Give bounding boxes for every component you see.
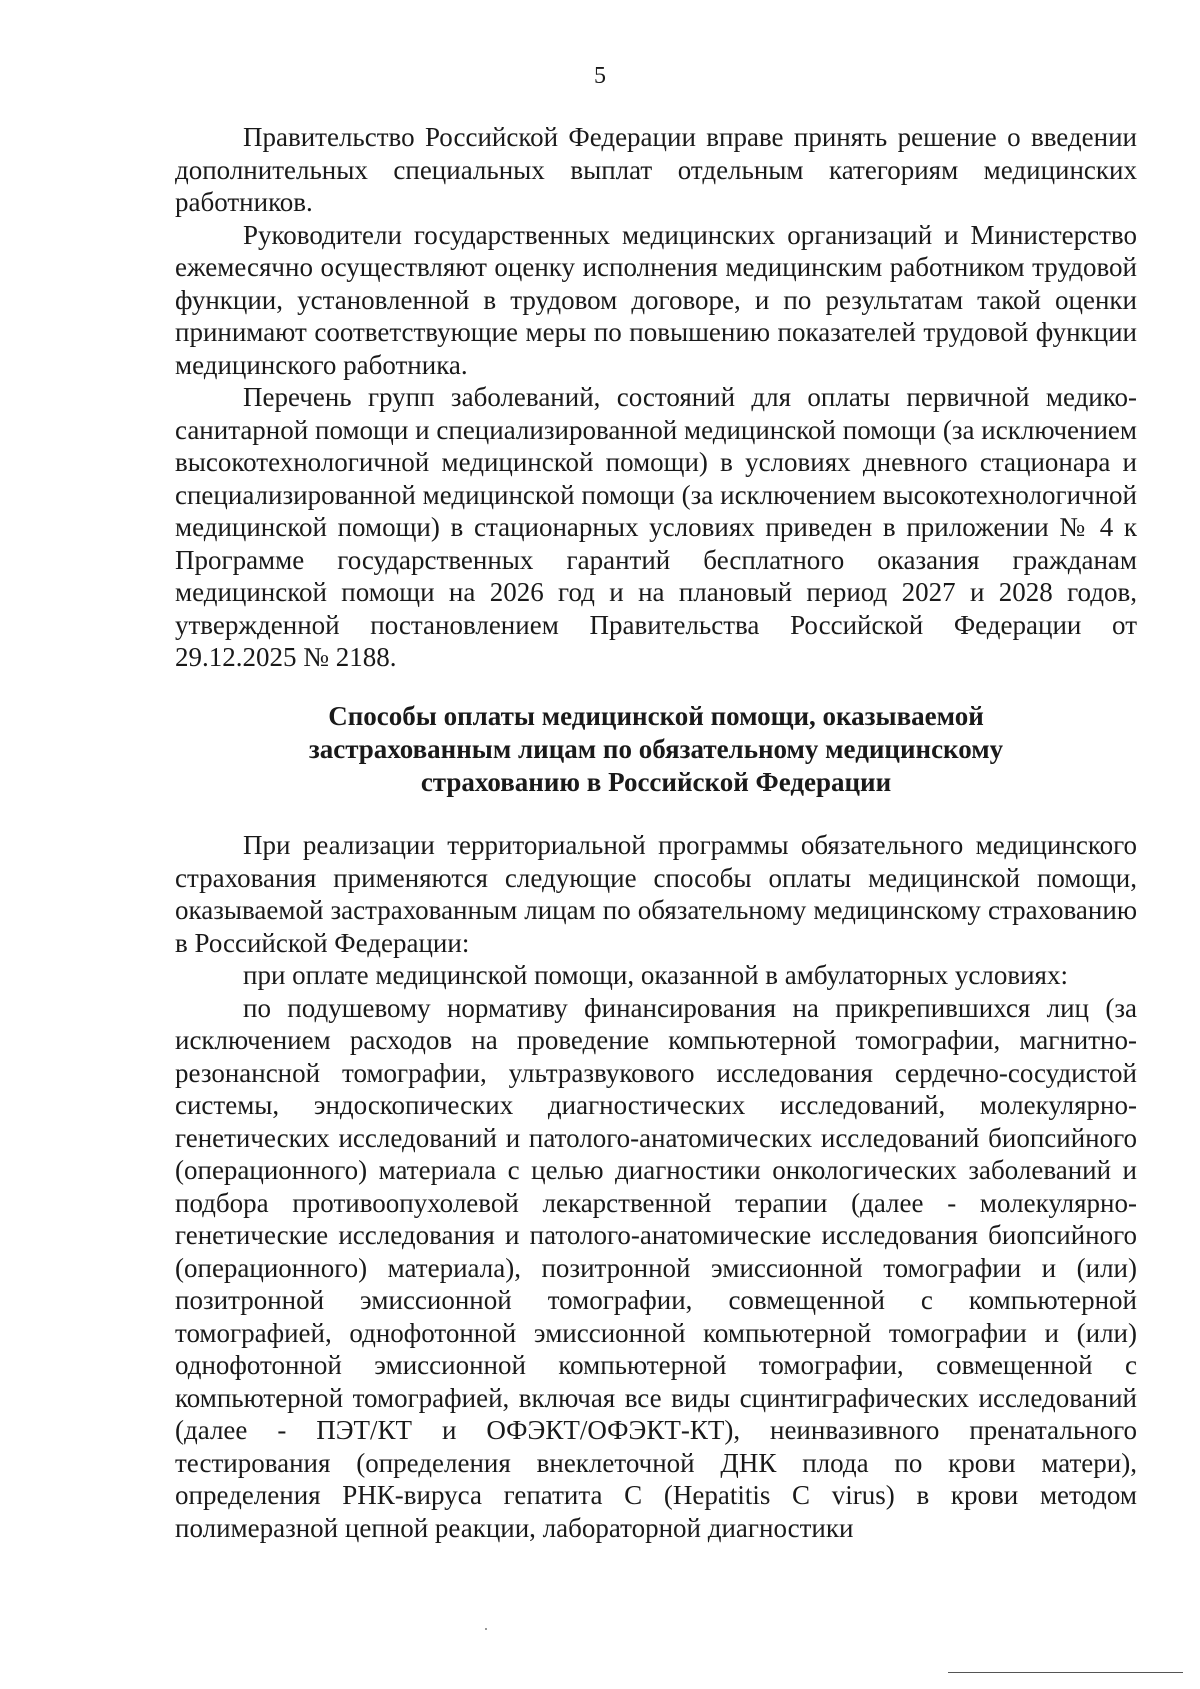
- section-heading-line: страхованию в Российской Федерации: [420, 767, 892, 797]
- paragraph-disease-groups-list: Перечень групп заболеваний, состояний для оплаты первичной медико-санитарной помощи и специализированной медицинской помощи (за исключением высокотехнологичной медицинской помощи) в условиях дневного стационара и специализированной медицинской помощи (за исключением высокотехнологичной медицинской помощи) в стационарных условиях приведен в приложении № 4 к Программе государственных гарантий бесплатного оказания гражданам медицинской помощи на 2026 год и на плановый период 2027 и 2028 годов, утвержденной постановлением Правительства Российской Федерации от 29.12.2025 № 2188.: [175, 382, 1137, 672]
- intro-text-block: [175, 121, 1137, 674]
- paragraph-payment-methods-intro: При реализации территориальной программы обязательного медицинского страхования применяются следующие способы оплаты медицинской помощи, оказываемой застрахованным лицам по обязательному медицинскому страхованию в Российской Федерации:: [175, 830, 1137, 958]
- payment-methods-text-block: [175, 829, 1137, 1544]
- footer-rule: [948, 1672, 1183, 1673]
- section-heading-line: Способы оплаты медицинской помощи, оказываемой: [328, 701, 984, 731]
- scan-speck: [485, 1628, 487, 1630]
- paragraph-performance-evaluation: Руководители государственных медицинских организаций и Министерство ежемесячно осуществляют оценку исполнения медицинским работником трудовой функции, установленной в трудовом договоре, и по результатам такой оценки принимают соответствующие меры по повышению показателей трудовой функции медицинского работника.: [175, 219, 1137, 380]
- paragraph-special-payments: Правительство Российской Федерации вправе принять решение о введении дополнительных специальных выплат отдельным категориям медицинских работников.: [175, 122, 1137, 217]
- page-number: 5: [594, 63, 606, 89]
- paragraph-per-capita-standard: по подушевому нормативу финансирования на прикрепившихся лиц (за исключением расходов на проведение компьютерной томографии, магнитно-резонансной томографии, ультразвукового исследования сердечно-сосудистой системы, эндоскопических диагностических исследований, молекулярно-генетических исследований и патолого-анатомических исследований биопсийного (операционного) материала с целью диагностики онкологических заболеваний и подбора противоопухолевой лекарственной терапии (далее - молекулярно-генетические исследования и патолого-анатомические исследования биопсийного (операционного) материала), позитронной эмиссионной томографии и (или) позитронной эмиссионной томографии, совмещенной с компьютерной томографией, однофотонной эмиссионной компьютерной томографии и (или) однофотонной эмиссионной компьютерной томографии, совмещенной с компьютерной томографией, включая все виды сцинтиграфических исследований (далее - ПЭТ/КТ и ОФЭКТ/ОФЭКТ-КТ), неинвазивного пренатального тестирования (определения внеклеточной ДНК плода по крови матери), определения РНК-вируса гепатита С (Hepatitis C virus) в крови методом полимеразной цепной реакции, лабораторной диагностики: [175, 992, 1137, 1543]
- paragraph-outpatient-payment: при оплате медицинской помощи, оказанной в амбулаторных условиях:: [243, 960, 1068, 990]
- section-heading-line: застрахованным лицам по обязательному медицинскому: [308, 734, 1004, 764]
- section-heading: [175, 700, 1137, 799]
